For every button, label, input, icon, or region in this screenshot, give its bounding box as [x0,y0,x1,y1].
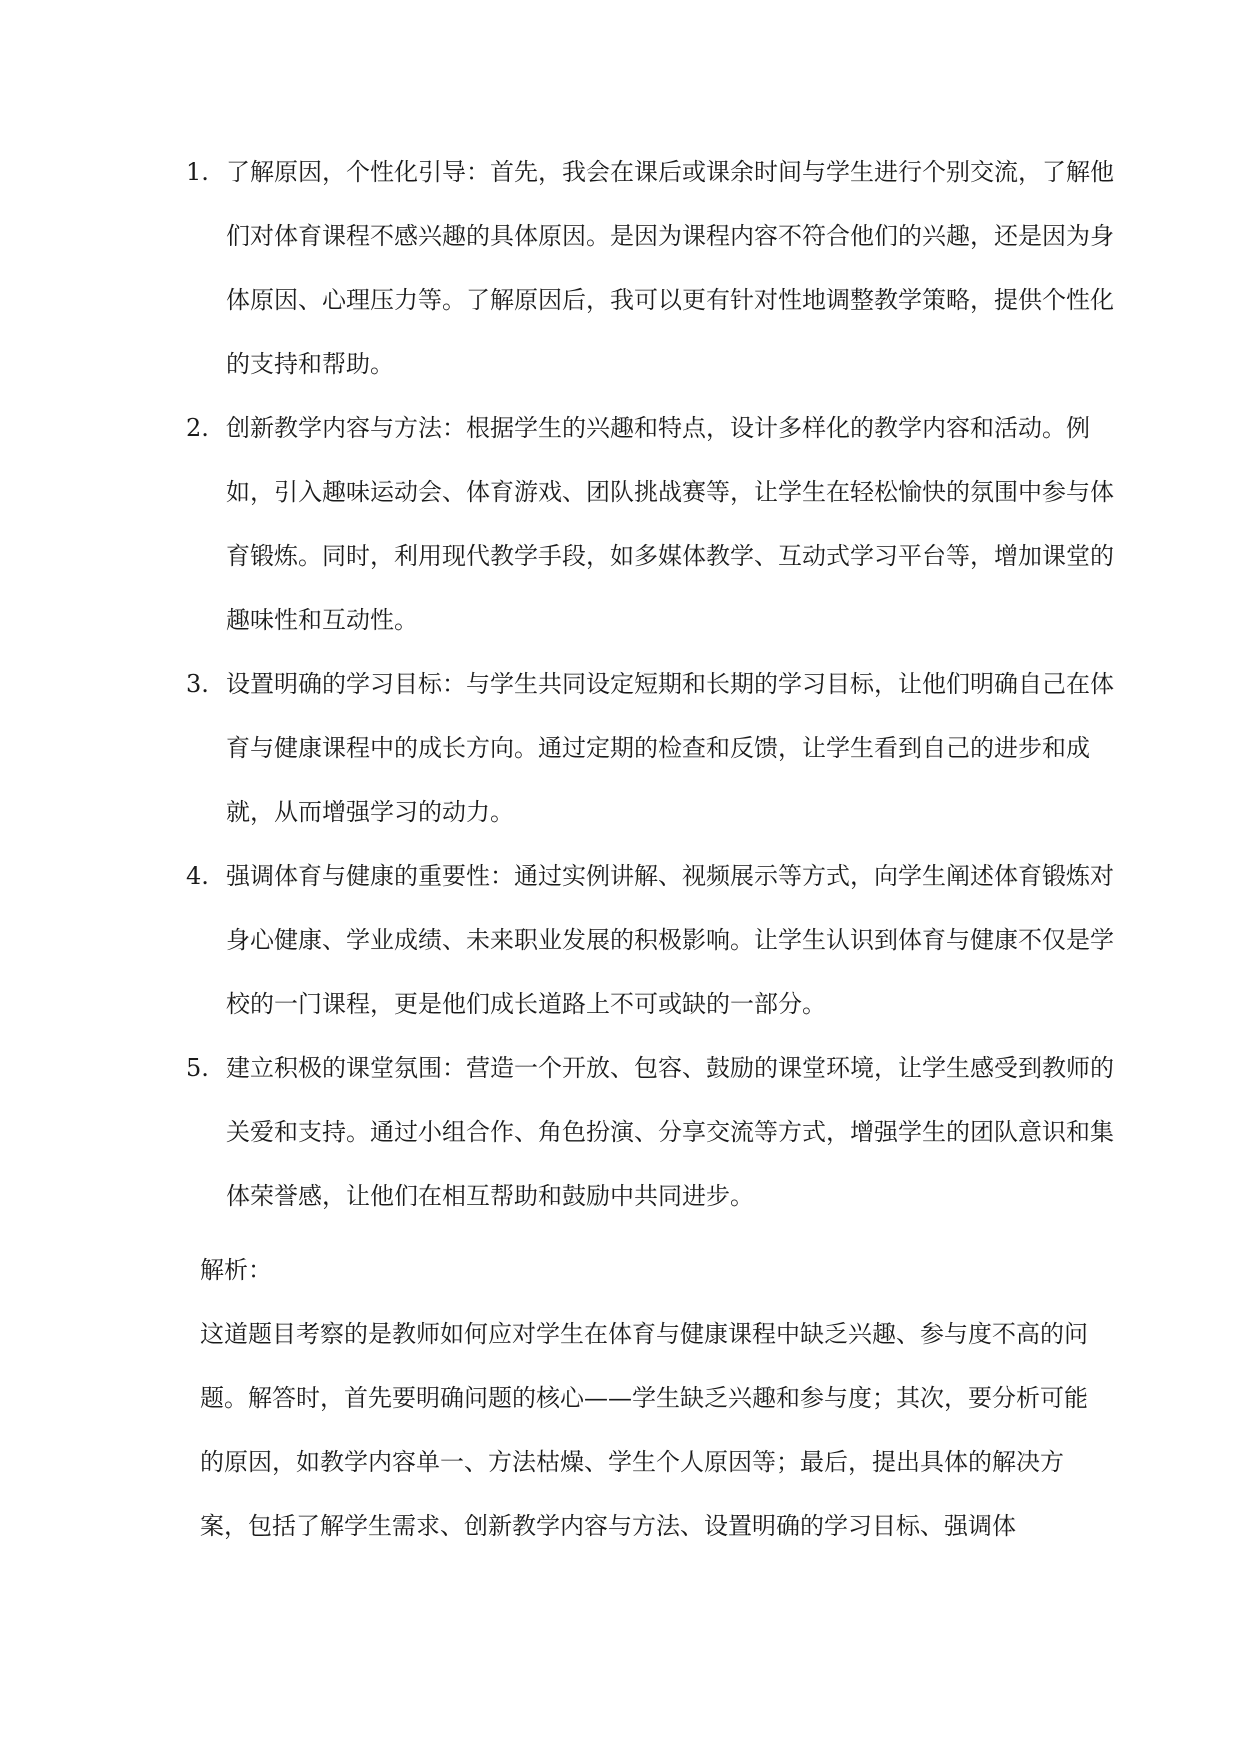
list-item [186,396,1126,652]
list-item-text: 建立积极的课堂氛围：营造一个开放、包容、鼓励的课堂环境，让学生感受到教师的关爱和支持。通过小组合作、角色扮演、分享交流等方式，增强学生的团队意识和集体荣誉感，让他们在相互帮助和鼓励中共同进步。 [226,1054,1114,1210]
list-item [186,140,1126,396]
list-item [186,844,1126,1036]
list-item-number: 5. [186,1054,209,1082]
analysis-paragraph: 这道题目考察的是教师如何应对学生在体育与健康课程中缺乏兴趣、参与度不高的问题。解答时，首先要明确问题的核心——学生缺乏兴趣和参与度；其次，要分析可能的原因，如教学内容单一、方法枯燥、学生个人原因等；最后，提出具体的解决方案，包括了解学生需求、创新教学内容与方法、设置明确的学习目标、强调体 [200,1320,1088,1540]
analysis-label: 解析： [200,1256,272,1284]
list-item-text: 设置明确的学习目标：与学生共同设定短期和长期的学习目标，让他们明确自己在体育与健康课程中的成长方向。通过定期的检查和反馈，让学生看到自己的进步和成就，从而增强学习的动力。 [226,670,1114,826]
list-item-text: 强调体育与健康的重要性：通过实例讲解、视频展示等方式，向学生阐述体育锻炼对身心健康、学业成绩、未来职业发展的积极影响。让学生认识到体育与健康不仅是学校的一门课程，更是他们成长道路上不可或缺的一部分。 [226,862,1114,1018]
list-item [186,652,1126,844]
list-item-number: 2. [186,414,209,442]
list-item-number: 1. [186,158,209,186]
list-item-text: 了解原因，个性化引导：首先，我会在课后或课余时间与学生进行个别交流，了解他们对体育课程不感兴趣的具体原因。是因为课程内容不符合他们的兴趣，还是因为身体原因、心理压力等。了解原因后，我可以更有针对性地调整教学策略，提供个性化的支持和帮助。 [226,158,1114,378]
list-item-number: 4. [186,862,209,890]
answer-list [186,140,1126,1228]
list-item-text: 创新教学内容与方法：根据学生的兴趣和特点，设计多样化的教学内容和活动。例如，引入趣味运动会、体育游戏、团队挑战赛等，让学生在轻松愉快的氛围中参与体育锻炼。同时，利用现代教学手段，如多媒体教学、互动式学习平台等，增加课堂的趣味性和互动性。 [226,414,1114,634]
list-item [186,1036,1126,1228]
list-item-number: 3. [186,670,209,698]
